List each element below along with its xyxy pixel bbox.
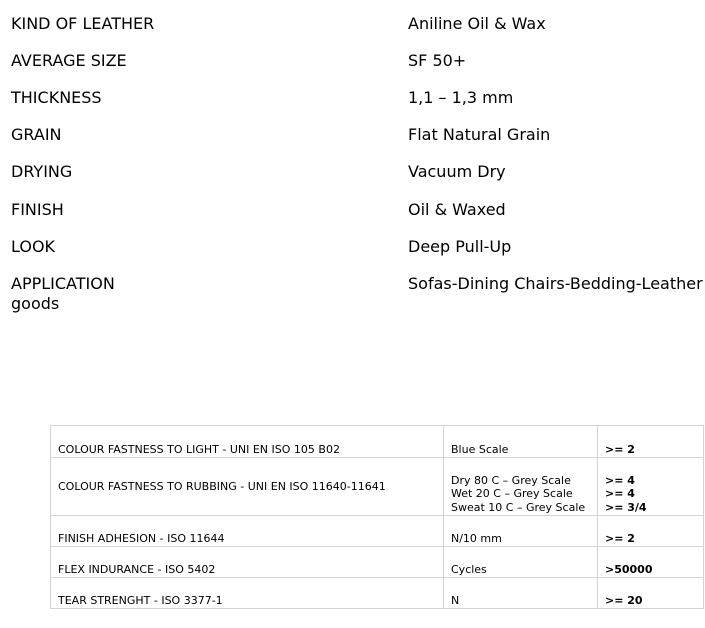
- spec-label: APPLICATION goods: [11, 274, 115, 313]
- test-method: N/10 mm: [444, 516, 598, 547]
- table-row: [51, 547, 704, 578]
- table-row: [51, 426, 704, 458]
- table-row: [51, 458, 704, 516]
- test-result: [598, 458, 704, 516]
- spec-value: Flat Natural Grain: [408, 125, 551, 144]
- spec-label: AVERAGE SIZE: [11, 51, 127, 70]
- test-method: N: [444, 578, 598, 609]
- spec-label: KIND OF LEATHER: [11, 14, 155, 33]
- test-method: Cycles: [444, 547, 598, 578]
- spec-value: 1,1 – 1,3 mm: [408, 88, 514, 107]
- test-name: TEAR STRENGHT - ISO 3377-1: [51, 578, 444, 609]
- test-result: >= 2: [598, 426, 704, 458]
- spec-value: Deep Pull-Up: [408, 237, 512, 256]
- spec-label: GRAIN: [11, 125, 62, 144]
- test-result: >= 2: [598, 516, 704, 547]
- spec-label: DRYING: [11, 162, 73, 181]
- method-line: Sweat 10 C – Grey Scale: [451, 500, 586, 514]
- spec-label: THICKNESS: [11, 88, 102, 107]
- test-method: [444, 458, 598, 516]
- spec-value: Vacuum Dry: [408, 162, 506, 181]
- table-row: [51, 516, 704, 547]
- spec-value: SF 50+: [408, 51, 467, 70]
- test-result: >= 20: [598, 578, 704, 609]
- result-line: >= 3/4: [605, 500, 647, 514]
- test-name: FINISH ADHESION - ISO 11644: [51, 516, 444, 547]
- test-result: >50000: [598, 547, 704, 578]
- test-name: FLEX INDURANCE - ISO 5402: [51, 547, 444, 578]
- spec-value: Oil & Waxed: [408, 200, 506, 219]
- result-line: >= 4: [605, 487, 635, 500]
- spec-label: LOOK: [11, 237, 56, 256]
- result-line: >= 4: [605, 473, 635, 487]
- test-results-table: [50, 425, 704, 609]
- spec-label: FINISH: [11, 200, 64, 219]
- method-line: Dry 80 C – Grey Scale: [451, 473, 571, 487]
- spec-value: Aniline Oil & Wax: [408, 14, 546, 33]
- test-method: Blue Scale: [444, 426, 598, 458]
- method-line: Wet 20 C – Grey Scale: [451, 487, 573, 500]
- spec-value: Sofas-Dining Chairs-Bedding-Leather: [408, 274, 703, 293]
- table-row: [51, 578, 704, 609]
- test-name: COLOUR FASTNESS TO RUBBING - UNI EN ISO 11640-11641: [51, 458, 444, 516]
- test-name: COLOUR FASTNESS TO LIGHT - UNI EN ISO 105 B02: [51, 426, 444, 458]
